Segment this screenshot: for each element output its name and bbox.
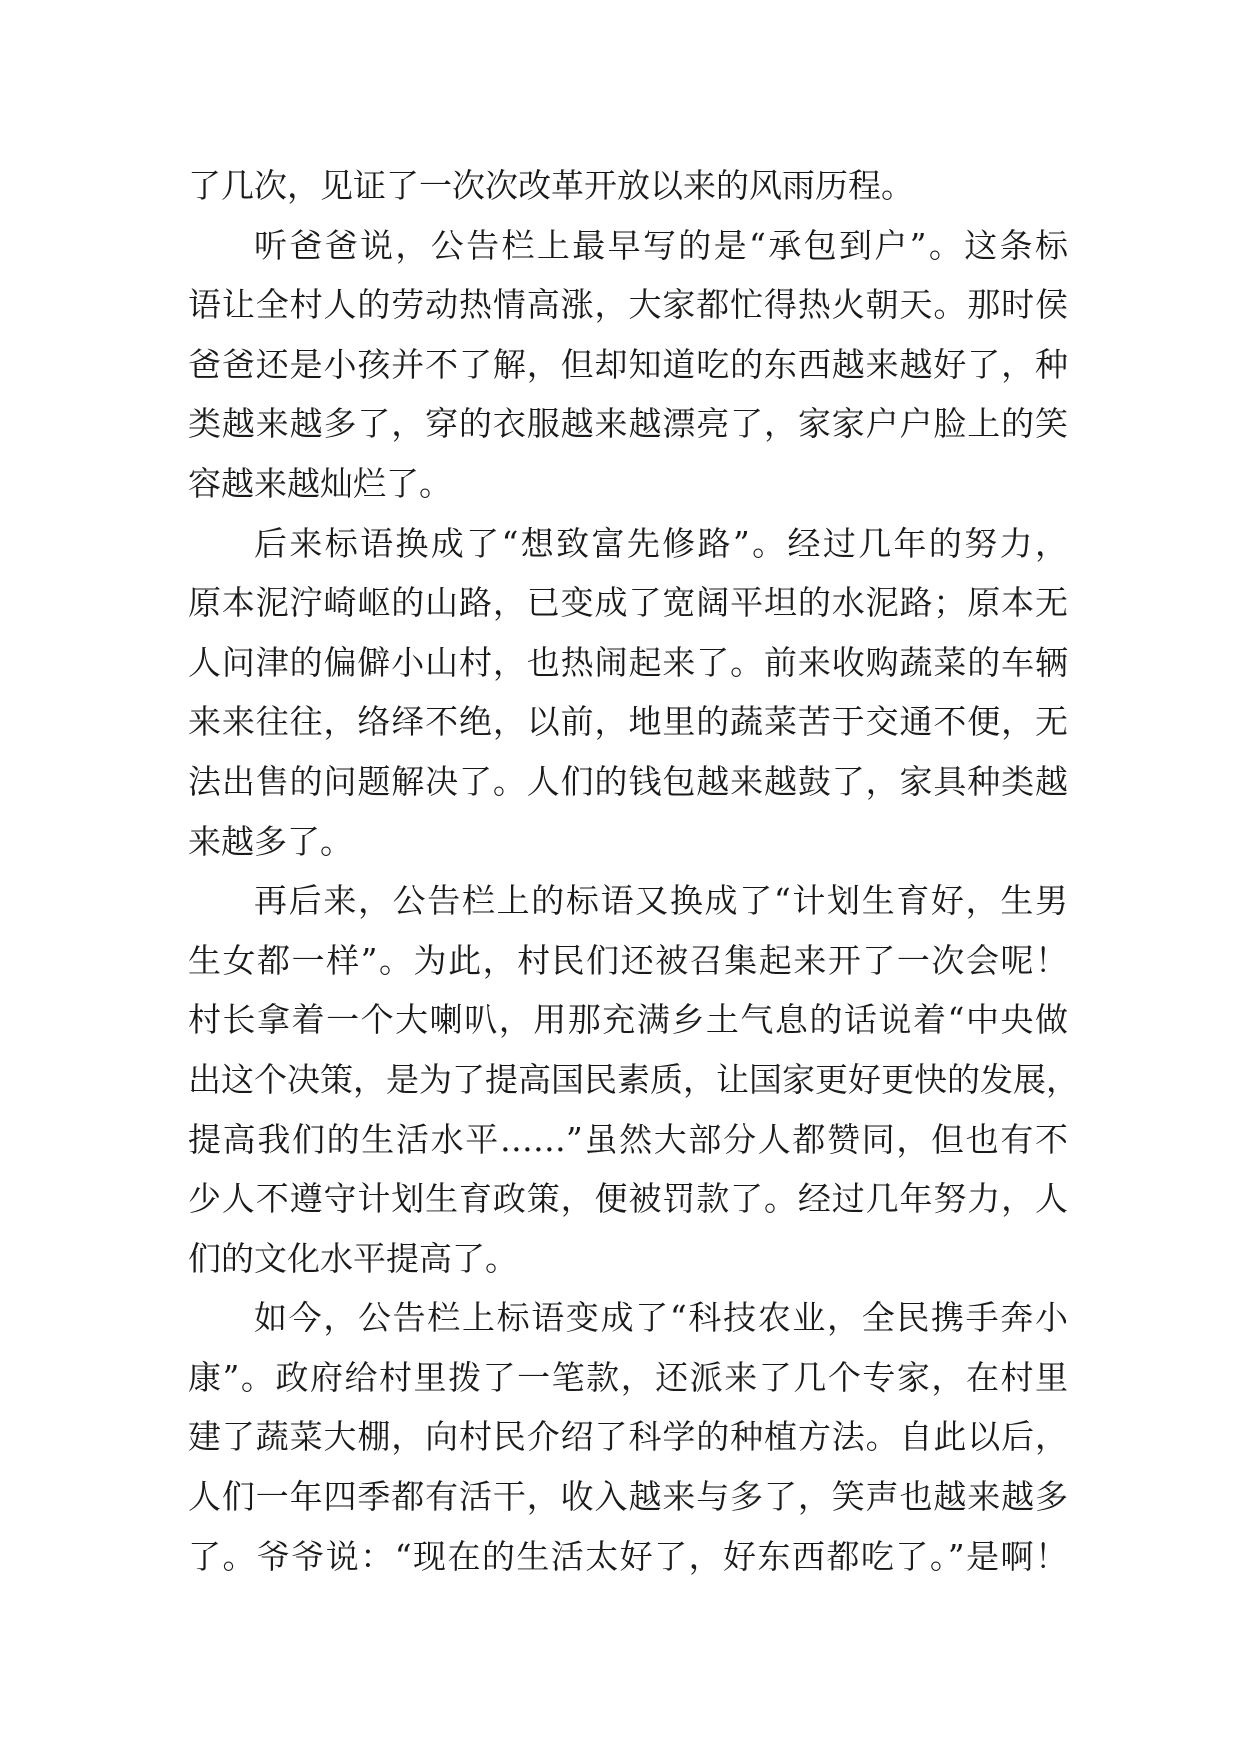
text-line: 出这个决策，是为了提高国民素质，让国家更好更快的发展， (188, 1059, 1079, 1099)
text-line: 来越多了。 (188, 821, 353, 861)
text-line: 如今，公告栏上标语变成了“科技农业，全民携手奔小 (254, 1298, 1068, 1338)
text-line: 法出售的问题解决了。人们的钱包越来越鼓了，家具种类越 (188, 761, 1068, 801)
text-line: 了几次，见证了一次次改革开放以来的风雨历程。 (188, 166, 914, 205)
text-line: 康”。政府给村里拨了一笔款，还派来了几个专家，在村里 (188, 1357, 1068, 1397)
text-line: 类越来越多了，穿的衣服越来越漂亮了，家家户户脸上的笑 (188, 404, 1068, 444)
text-line: 来来往往，络绎不绝，以前，地里的蔬菜苦于交通不便，无 (188, 702, 1068, 742)
text-line: 们的文化水平提高了。 (188, 1238, 518, 1278)
text-line: 人问津的偏僻小山村，也热闹起来了。前来收购蔬菜的车辆 (188, 642, 1068, 682)
text-line: 生女都一样”。为此，村民们还被召集起来开了一次会呢！ (188, 940, 1068, 980)
text-line: 容越来越灿烂了。 (188, 463, 452, 503)
body-text (188, 156, 1079, 1586)
text-line: 提高我们的生活水平……”虽然大部分人都赞同，但也有不 (188, 1119, 1068, 1159)
text-line: 原本泥泞崎岖的山路，已变成了宽阔平坦的水泥路；原本无 (188, 583, 1068, 623)
text-line: 后来标语换成了“想致富先修路”。经过几年的努力， (254, 523, 1068, 563)
text-line: 人们一年四季都有活干，收入越来与多了，笑声也越来越多 (188, 1477, 1068, 1517)
text-line: 爸爸还是小孩并不了解，但却知道吃的东西越来越好了，种 (188, 344, 1068, 384)
text-line: 听爸爸说，公告栏上最早写的是“承包到户”。这条标 (254, 225, 1068, 265)
text-line: 语让全村人的劳动热情高涨，大家都忙得热火朝天。那时侯 (188, 285, 1068, 325)
text-line: 再后来，公告栏上的标语又换成了“计划生育好，生男 (254, 881, 1068, 921)
text-line: 少人不遵守计划生育政策，便被罚款了。经过几年努力，人 (188, 1179, 1068, 1219)
text-line: 建了蔬菜大棚，向村民介绍了科学的种植方法。自此以后， (188, 1417, 1068, 1457)
text-line: 了。爷爷说：“现在的生活太好了，好东西都吃了。”是啊！ (188, 1536, 1068, 1576)
text-line: 村长拿着一个大喇叭，用那充满乡土气息的话说着“中央做 (188, 1000, 1068, 1040)
